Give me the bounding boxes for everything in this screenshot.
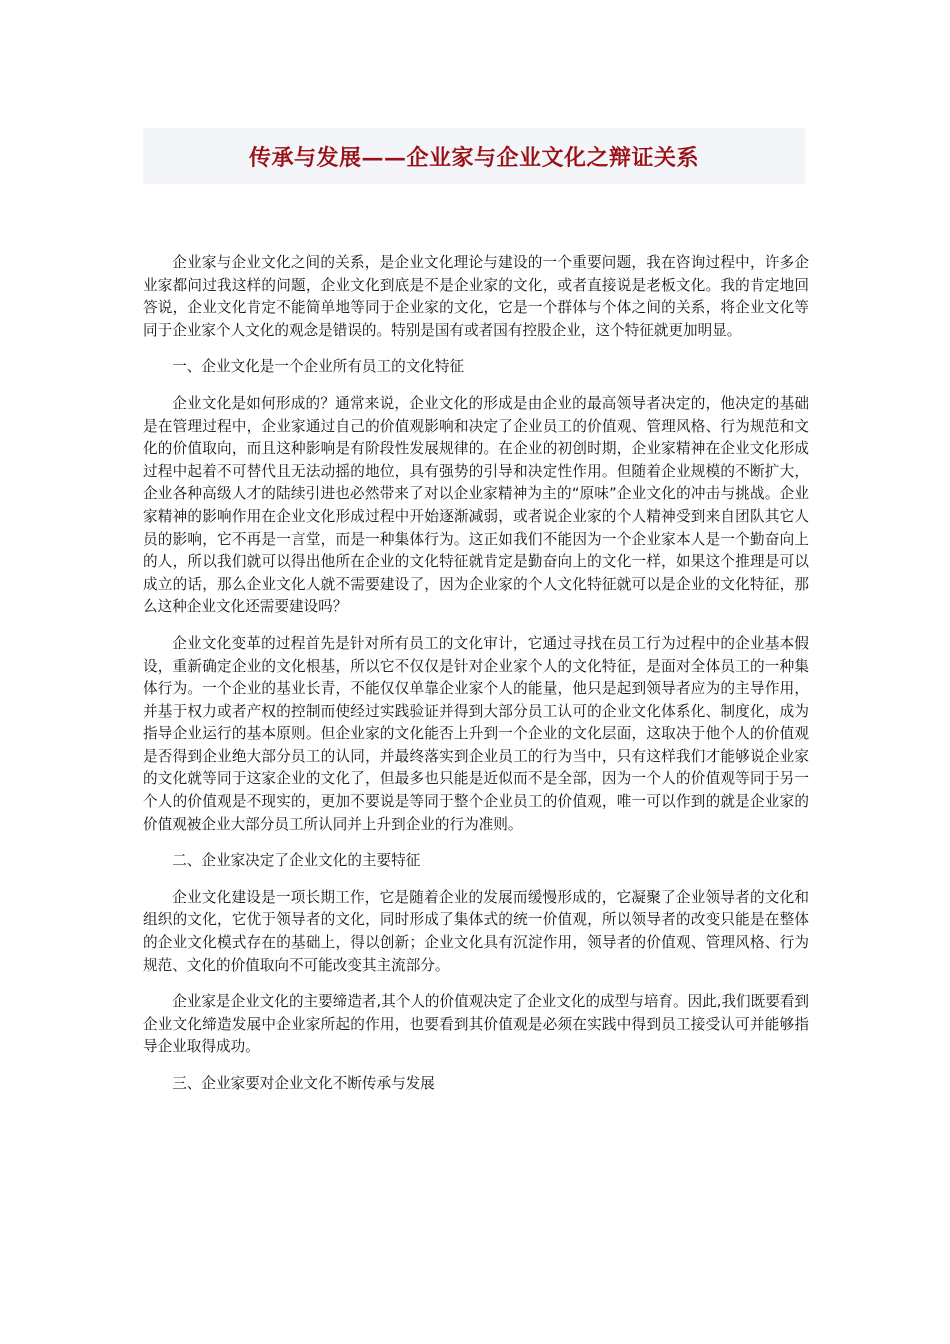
section-heading-2: 二、企业家决定了企业文化的主要特征 xyxy=(172,852,421,870)
document-title: 传承与发展——企业家与企业文化之辩证关系 xyxy=(248,144,699,171)
paragraph-intro: 企业家与企业文化之间的关系，是企业文化理论与建设的一个重要问题，我在咨询过程中，许多企业家都问过我这样的问题，企业文化到底是不是企业家的文化，或者直接说是老板文化。我的肯定地回答说，企业文化肯定不能简单地等同于企业家的文化，它是一个群体与个体之间的关系，将企业文化等同于企业家个人文化的观念是错误的。特别是国有或者国有控股企业，这个特征就更加明显。 xyxy=(143,254,809,339)
paragraph-section-2a: 企业文化建设是一项长期工作，它是随着企业的发展而缓慢形成的，它凝聚了企业领导者的文化和组织的文化，它优于领导者的文化，同时形成了集体式的统一价值观，所以领导者的改变只能是在整体的企业文化模式存在的基础上，得以创新；企业文化具有沉淀作用，领导者的价值观、管理风格、行为规范、文化的价值取向不可能改变其主流部分。 xyxy=(143,888,809,974)
paragraph-section-1b: 企业文化变革的过程首先是针对所有员工的文化审计，它通过寻找在员工行为过程中的企业基本假设，重新确定企业的文化根基，所以它不仅仅是针对企业家个人的文化特征，是面对全体员工的一种集体行为。一个企业的基业长青，不能仅仅单靠企业家个人的能量，他只是起到领导者应为的主导作用，并基于权力或者产权的控制而使经过实践验证并得到大部分员工认可的企业文化体系化、制度化，成为指导企业运行的基本原则。但企业家的文化能否上升到一个企业的文化层面，这取决于他个人的价值观是否得到企业绝大部分员工的认同，并最终落实到企业员工的行为当中，只有这样我们才能够说企业家的文化就等同于这家企业的文化了，但最多也只能是近似而不是全部，因为一个人的价值观等同于另一个人的价值观是不现实的，更加不要说是等同于整个企业员工的价值观，唯一可以作到的就是企业家的价值观被企业大部分员工所认同并上升到企业的行为准则。 xyxy=(143,634,809,833)
paragraph-section-2b: 企业家是企业文化的主要缔造者,其个人的价值观决定了企业文化的成型与培育。因此,我们既要看到企业文化缔造发展中企业家所起的作用，也要看到其价值观是必须在实践中得到员工接受认可并能够指导企业取得成功。 xyxy=(143,993,810,1056)
title-band xyxy=(143,128,805,184)
section-heading-3: 三、企业家要对企业文化不断传承与发展 xyxy=(172,1075,435,1092)
paragraph-section-1a: 企业文化是如何形成的？通常来说，企业文化的形成是由企业的最高领导者决定的，他决定的基础是在管理过程中，企业家通过自己的价值观影响和决定了企业员工的价值观、管理风格、行为规范和文化的价值取向，而且这种影响是有阶段性发展规律的。在企业的初创时期，企业家精神在企业文化形成过程中起着不可替代且无法动摇的地位，具有强势的引导和决定性作用。但随着企业规模的不断扩大，企业各种高级人才的陆续引进也必然带来了对以企业家精神为主的“原味”企业文化的冲击与挑战。企业家精神的影响作用在企业文化形成过程中开始逐渐减弱，或者说企业家的个人精神受到来自团队其它人员的影响，它不再是一言堂，而是一种集体行为。这正如我们不能因为一个企业家本人是一个勤奋向上的人，所以我们就可以得出他所在企业的文化特征就肯定是勤奋向上的文化一样，如果这个推理是可以成立的话，那么企业文化人就不需要建设了，因为企业家的个人文化特征就可以是企业的文化特征，那么这种企业文化还需要建设吗？ xyxy=(143,394,809,616)
section-heading-1: 一、企业文化是一个企业所有员工的文化特征 xyxy=(172,358,465,376)
document-body xyxy=(143,252,809,1110)
